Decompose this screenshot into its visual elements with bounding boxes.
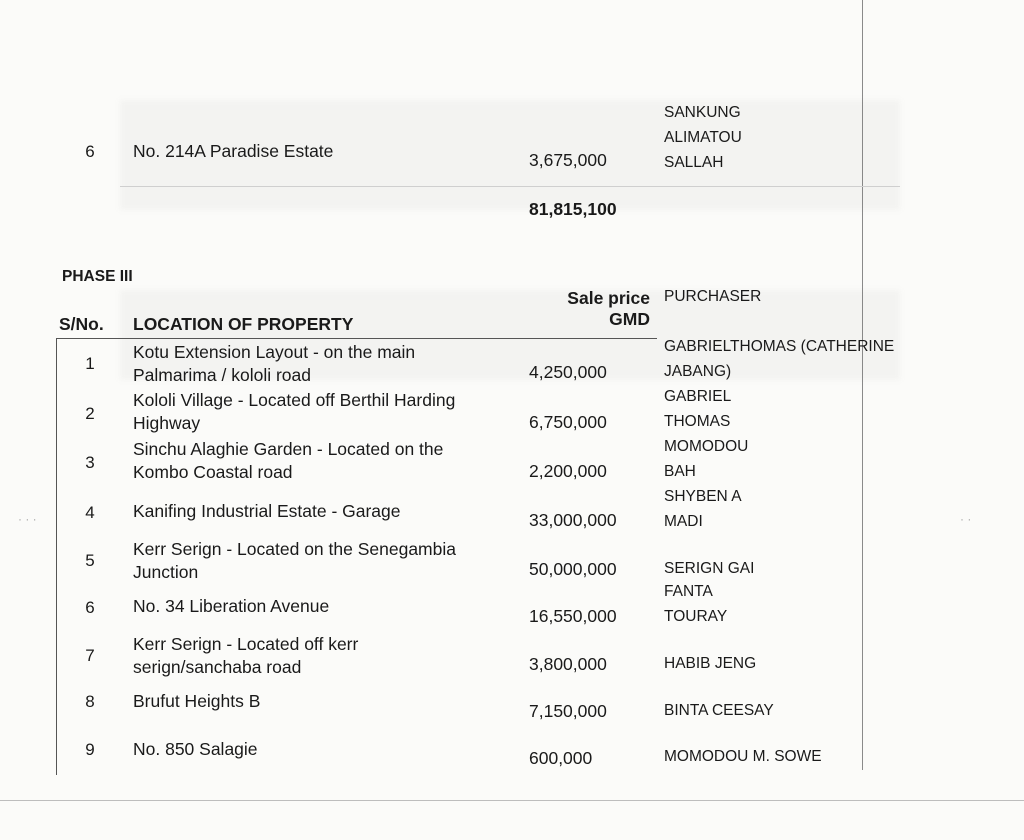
location-line: Kerr Serign - Located on the Senegambia xyxy=(133,539,456,559)
location-line: No. 850 Salagie xyxy=(133,739,258,759)
purchaser-line: MOMODOU M. SOWE xyxy=(664,748,822,765)
row-purchaser xyxy=(664,434,748,484)
row-location xyxy=(133,500,401,523)
row-price: 3,800,000 xyxy=(529,654,607,674)
row-price: 2,200,000 xyxy=(529,461,607,481)
header-location: LOCATION OF PROPERTY xyxy=(133,314,354,334)
scan-speck: · · · xyxy=(18,512,37,526)
row-sn: 7 xyxy=(85,646,95,665)
row-price: 16,550,000 xyxy=(529,606,617,626)
location-line: Kombo Coastal road xyxy=(133,462,293,482)
location-line: Kotu Extension Layout - on the main xyxy=(133,342,416,362)
purchaser-line: JABANG) xyxy=(664,363,732,380)
row-location xyxy=(133,633,358,679)
row-sn: 4 xyxy=(85,503,95,522)
top-row-location: No. 214A Paradise Estate xyxy=(133,141,334,161)
row-sn: 5 xyxy=(85,551,95,570)
location-line: Brufut Heights B xyxy=(133,691,261,711)
purchaser-line: SALLAH xyxy=(664,154,724,171)
top-row-sn: 6 xyxy=(85,142,95,161)
purchaser-line: MADI xyxy=(664,513,703,530)
purchaser-line: MOMODOU xyxy=(664,438,749,455)
location-line: serign/sanchaba road xyxy=(133,657,302,677)
row-location xyxy=(133,341,415,387)
row-location xyxy=(133,738,258,761)
row-location xyxy=(133,438,443,484)
row-price: 7,150,000 xyxy=(529,701,607,721)
header-purchaser: PURCHASER xyxy=(664,288,762,305)
location-line: Junction xyxy=(133,562,199,582)
location-line: No. 34 Liberation Avenue xyxy=(133,596,330,616)
row-sn: 6 xyxy=(85,598,95,617)
top-row-price: 3,675,000 xyxy=(529,150,607,170)
header-price xyxy=(520,288,650,330)
header-price-line: Sale price xyxy=(567,288,650,308)
phase-total: 81,815,100 xyxy=(529,199,617,219)
row-location xyxy=(133,690,260,713)
purchaser-line: THOMAS xyxy=(664,413,731,430)
purchaser-line: HABIB JENG xyxy=(664,655,757,672)
row-location xyxy=(133,389,455,435)
location-line: Kerr Serign - Located off kerr xyxy=(133,634,359,654)
row-purchaser xyxy=(664,651,756,676)
section-heading: PHASE III xyxy=(62,268,133,285)
top-row-purchaser xyxy=(664,100,742,175)
purchaser-line: GABRIELTHOMAS (CATHERINE xyxy=(664,338,895,355)
row-purchaser xyxy=(664,484,742,534)
row-purchaser xyxy=(664,334,894,384)
purchaser-line: BAH xyxy=(664,463,696,480)
row-sn: 8 xyxy=(85,692,95,711)
purchaser-line: ALIMATOU xyxy=(664,129,742,146)
row-purchaser xyxy=(664,698,774,723)
location-line: Kanifing Industrial Estate - Garage xyxy=(133,501,401,521)
row-sn: 9 xyxy=(85,740,95,759)
header-sn: S/No. xyxy=(59,314,104,334)
page-bottom-rule xyxy=(0,800,1024,801)
location-line: Palmarima / kololi road xyxy=(133,365,311,385)
row-purchaser xyxy=(664,384,731,434)
row-price: 4,250,000 xyxy=(529,362,607,382)
location-line: Highway xyxy=(133,413,201,433)
purchaser-line: FANTA xyxy=(664,583,713,600)
location-line: Kololi Village - Located off Berthil Harding xyxy=(133,390,456,410)
row-price: 33,000,000 xyxy=(529,510,617,530)
purchaser-line: SERIGN GAI xyxy=(664,560,755,577)
row-purchaser xyxy=(664,744,822,769)
purchaser-line: BINTA CEESAY xyxy=(664,702,774,719)
location-line: Sinchu Alaghie Garden - Located on the xyxy=(133,439,444,459)
purchaser-line: GABRIEL xyxy=(664,388,732,405)
row-location xyxy=(133,538,456,584)
scan-speck: · · xyxy=(960,512,972,526)
row-purchaser xyxy=(664,556,754,581)
purchaser-line: TOURAY xyxy=(664,608,728,625)
faint-rule xyxy=(120,186,900,187)
row-sn: 2 xyxy=(85,404,95,423)
row-location xyxy=(133,595,329,618)
purchaser-line: SHYBEN A xyxy=(664,488,742,505)
row-purchaser xyxy=(664,579,727,629)
row-sn: 3 xyxy=(85,453,95,472)
row-sn: 1 xyxy=(85,354,95,373)
purchaser-line: SANKUNG xyxy=(664,104,741,121)
row-price: 50,000,000 xyxy=(529,559,617,579)
row-price: 6,750,000 xyxy=(529,412,607,432)
row-price: 600,000 xyxy=(529,748,593,768)
header-price-line: GMD xyxy=(609,309,650,329)
